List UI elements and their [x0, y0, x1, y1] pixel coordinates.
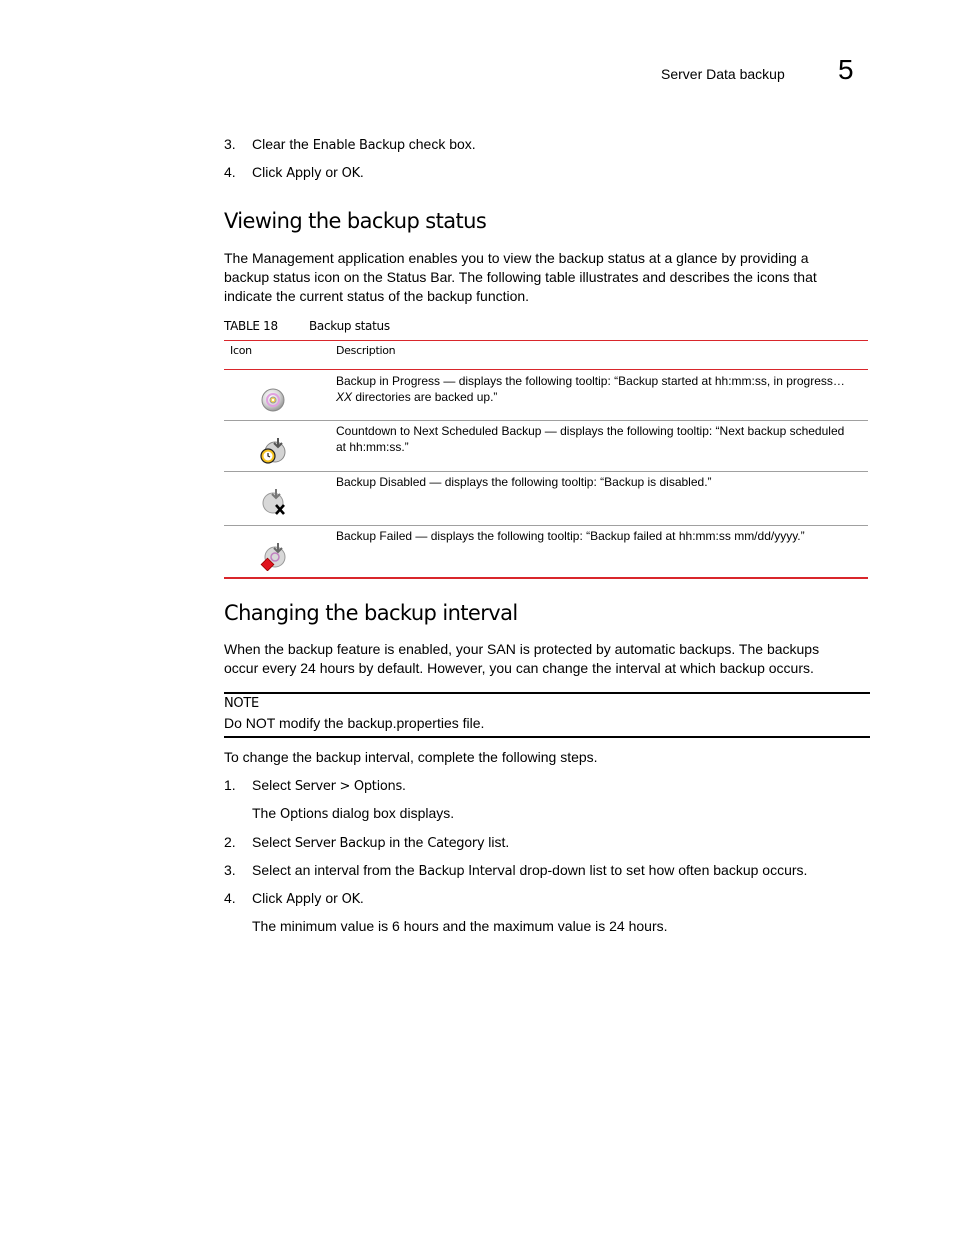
step-result: The minimum value is 6 hours and the maximum value is 24 hours.: [252, 918, 668, 934]
row-divider: [224, 471, 868, 472]
table-row: Backup in Progress — displays the following tooltip: “Backup started at hh:mm:ss, in progress… XX directories are backed up.”: [336, 374, 845, 404]
step-result: The Options dialog box displays.: [252, 805, 455, 822]
ui-term: Enable Backup: [312, 138, 405, 153]
row-divider: [224, 420, 868, 421]
procedure-intro: To change the backup interval, complete the following steps.: [224, 749, 598, 765]
step-item: 2. Select Server Backup in the Category list.: [224, 834, 510, 851]
table-caption: [224, 319, 390, 333]
step-item: 4. Click Apply or OK.: [224, 164, 364, 181]
note-label: NOTE: [224, 696, 259, 711]
note-top-rule: [224, 692, 870, 694]
table-row: Backup Failed — displays the following tooltip: “Backup failed at hh:mm:ss mm/dd/yyyy.”: [336, 529, 805, 543]
note-text: Do NOT modify the backup.properties file.: [224, 715, 485, 731]
table-bottom-rule: [224, 577, 868, 579]
section-heading: Changing the backup interval: [224, 601, 518, 625]
ui-term: Apply: [286, 892, 322, 907]
section-paragraph: The Management application enables you to view the backup status at a glance by providing a backup status icon on the Status Bar. The following table illustrates and describes the icons that indicate the current status of the backup function.: [224, 250, 817, 304]
backup-disabled-icon: [258, 487, 288, 517]
running-header-title: Server Data backup: [661, 66, 785, 82]
section-paragraph: When the backup feature is enabled, your SAN is protected by automatic backups. The backups occur every 24 hours by default. However, you can change the interval at which backup occurs.: [224, 641, 820, 676]
step-item: 3. Select an interval from the Backup Interval drop-down list to set how often backup occurs.: [224, 862, 808, 879]
ui-term: Backup Interval: [418, 864, 516, 879]
note-bottom-rule: [224, 736, 870, 738]
column-header-icon: Icon: [230, 344, 252, 357]
ui-term: Server > Options: [294, 779, 402, 794]
table-title: Backup status: [309, 319, 390, 333]
table-row: Countdown to Next Scheduled Backup — displays the following tooltip: “Next backup scheduled at hh:mm:ss.”: [336, 424, 845, 454]
section-heading: Viewing the backup status: [224, 209, 487, 233]
column-header-description: Description: [336, 344, 396, 357]
step-item: 4. Click Apply or OK.: [224, 890, 364, 907]
ui-term: OK: [341, 892, 360, 907]
table-header-rule: [224, 369, 868, 370]
step-item: 3. Clear the Enable Backup check box.: [224, 136, 476, 153]
row-divider: [224, 525, 868, 526]
ui-term: OK: [341, 166, 360, 181]
chapter-number: 5: [838, 54, 854, 85]
ui-term: Server Backup: [294, 836, 386, 851]
ui-term: Options: [280, 807, 329, 822]
ui-term: Apply: [286, 166, 322, 181]
backup-countdown-icon: [258, 436, 288, 466]
table-top-rule: [224, 340, 868, 341]
table-row: Backup Disabled — displays the following tooltip: “Backup is disabled.”: [336, 475, 712, 489]
backup-failed-icon: [258, 541, 288, 571]
table-label: TABLE 18: [224, 319, 278, 333]
step-item: 1. Select Server > Options.: [224, 777, 406, 794]
ui-term: Category: [427, 836, 485, 851]
backup-in-progress-icon: [258, 385, 288, 415]
